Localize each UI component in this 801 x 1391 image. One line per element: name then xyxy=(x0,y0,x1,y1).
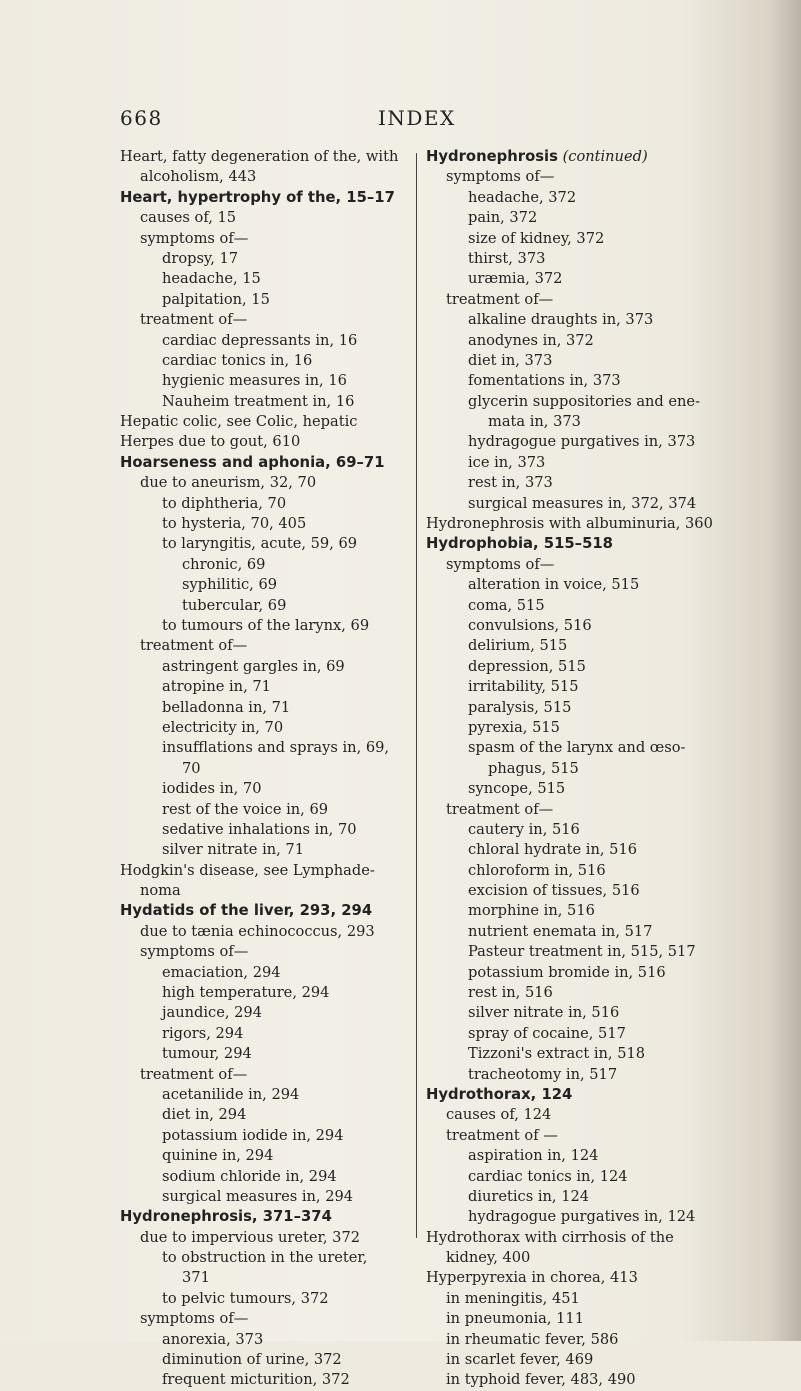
index-entry: Nauheim treatment in, 16 xyxy=(162,392,355,410)
index-entry: tubercular, 69 xyxy=(182,596,287,614)
index-entry: to tumours of the larynx, 69 xyxy=(162,616,370,634)
index-entry: tracheotomy in, 517 xyxy=(468,1065,618,1083)
index-entry: uræmia, 372 xyxy=(468,270,563,288)
index-entry: Herpes due to gout, 610 xyxy=(120,433,301,451)
index-entry: syphilitic, 69 xyxy=(182,576,278,594)
index-entry: glycerin suppositories and ene- xyxy=(468,392,701,410)
page-number: 668 xyxy=(120,106,163,130)
index-entry: chloroform in, 516 xyxy=(468,861,606,879)
page-title: INDEX xyxy=(378,106,456,130)
index-entry: thirst, 373 xyxy=(468,249,546,267)
index-entry: delirium, 515 xyxy=(468,637,568,655)
index-entry: potassium iodide in, 294 xyxy=(162,1126,344,1144)
index-entry: symptoms of— xyxy=(446,168,555,186)
index-entry: 371 xyxy=(182,1269,210,1287)
index-entry: dropsy, 17 xyxy=(162,249,239,267)
index-entry: Hodgkin's disease, see Lymphade- xyxy=(120,861,375,879)
index-entry: treatment of — xyxy=(446,1126,558,1144)
index-heading: Heart, hypertrophy of the, 15–17 xyxy=(120,188,395,206)
index-entry: to diphtheria, 70 xyxy=(162,494,287,512)
index-entry: jaundice, 294 xyxy=(162,1004,262,1022)
index-entry: anodynes in, 372 xyxy=(468,331,594,349)
index-entry: pyrexia, 515 xyxy=(468,718,560,736)
index-entry: diet in, 373 xyxy=(468,351,553,369)
index-column-left xyxy=(120,147,412,1391)
index-entry: surgical measures in, 372, 374 xyxy=(468,494,697,512)
index-entry: electricity in, 70 xyxy=(162,718,284,736)
index-entry: symptoms of— xyxy=(140,1310,249,1328)
index-entry: hydragogue purgatives in, 124 xyxy=(468,1208,696,1226)
index-entry: Heart, fatty degeneration of the, with xyxy=(120,148,399,165)
index-entry: hydragogue purgatives in, 373 xyxy=(468,433,696,451)
index-entry: Tizzoni's extract in, 518 xyxy=(468,1045,646,1063)
index-entry: cautery in, 516 xyxy=(468,820,580,838)
index-entry: rest of the voice in, 69 xyxy=(162,800,329,818)
index-entry: headache, 15 xyxy=(162,270,261,288)
index-entry: hygienic measures in, 16 xyxy=(162,372,347,390)
index-entry: Hepatic colic, see Colic, hepatic xyxy=(120,413,358,431)
index-entry: headache, 372 xyxy=(468,188,577,206)
index-entry: astringent gargles in, 69 xyxy=(162,657,345,675)
index-entry: irritability, 515 xyxy=(468,678,579,696)
index-entry: atropine in, 71 xyxy=(162,678,271,696)
index-entry: anorexia, 373 xyxy=(162,1330,264,1348)
index-entry: cardiac tonics in, 16 xyxy=(162,351,313,369)
index-entry: palpitation, 15 xyxy=(162,290,270,308)
index-entry: due to aneurism, 32, 70 xyxy=(140,474,317,492)
index-entry: paralysis, 515 xyxy=(468,698,572,716)
index-entry: alcoholism, 443 xyxy=(140,168,257,186)
index-entry: diminution of urine, 372 xyxy=(162,1351,342,1369)
index-entry: quinine in, 294 xyxy=(162,1147,274,1165)
index-entry: silver nitrate in, 516 xyxy=(468,1004,620,1022)
index-entry: ice in, 373 xyxy=(468,453,546,471)
page-header xyxy=(0,106,801,136)
index-entry: chronic, 69 xyxy=(182,555,266,573)
index-heading: Hydronephrosis xyxy=(426,148,558,165)
index-entry: acetanilide in, 294 xyxy=(162,1085,300,1103)
index-entry: Hydronephrosis with albuminuria, 360 xyxy=(426,515,713,533)
index-entry: 70 xyxy=(182,759,201,777)
index-entry: to pelvic tumours, 372 xyxy=(162,1289,329,1307)
index-entry: aspiration in, 124 xyxy=(468,1147,599,1165)
index-entry: spasm of the larynx and œso- xyxy=(468,739,686,757)
index-entry: tumour, 294 xyxy=(162,1045,252,1063)
index-entry: symptoms of— xyxy=(446,555,555,573)
index-entry: treatment of— xyxy=(446,800,554,818)
index-entry: rest in, 373 xyxy=(468,474,553,492)
index-heading: Hydronephrosis, 371–374 xyxy=(120,1208,332,1226)
index-entry: size of kidney, 372 xyxy=(468,229,605,247)
index-entry: in typhoid fever, 483, 490 xyxy=(446,1371,636,1389)
index-entry: high temperature, 294 xyxy=(162,984,330,1002)
index-column-right xyxy=(426,147,732,1391)
index-entry: alteration in voice, 515 xyxy=(468,576,640,594)
index-entry: in meningitis, 451 xyxy=(446,1289,580,1307)
index-entry: Pasteur treatment in, 515, 517 xyxy=(468,943,696,961)
index-entry: convulsions, 516 xyxy=(468,616,592,634)
index-entry: causes of, 124 xyxy=(446,1106,552,1124)
index-heading: Hydrothorax, 124 xyxy=(426,1085,573,1103)
index-entry: syncope, 515 xyxy=(468,780,566,798)
index-entry: sodium chloride in, 294 xyxy=(162,1167,337,1185)
index-entry: diet in, 294 xyxy=(162,1106,247,1124)
index-entry: silver nitrate in, 71 xyxy=(162,841,304,859)
index-entry: causes of, 15 xyxy=(140,209,237,227)
index-entry: to obstruction in the ureter, xyxy=(162,1249,368,1267)
continued-note: (continued) xyxy=(562,148,648,165)
index-entry: in rheumatic fever, 586 xyxy=(446,1330,619,1348)
index-heading: Hoarseness and aphonia, 69–71 xyxy=(120,453,385,471)
index-heading-continued xyxy=(426,147,732,167)
index-entry: alkaline draughts in, 373 xyxy=(468,311,654,329)
index-entry: in pneumonia, 111 xyxy=(446,1310,585,1328)
index-entry: spray of cocaine, 517 xyxy=(468,1024,626,1042)
index-entry: diuretics in, 124 xyxy=(468,1187,590,1205)
index-entry: treatment of— xyxy=(140,1065,248,1083)
index-entry: symptoms of— xyxy=(140,943,249,961)
index-entry: to hysteria, 70, 405 xyxy=(162,515,307,533)
index-entry: coma, 515 xyxy=(468,596,545,614)
index-entry: symptoms of— xyxy=(140,229,249,247)
column-divider xyxy=(416,153,417,1238)
index-entry: due to tænia echinococcus, 293 xyxy=(140,922,375,940)
index-entry: insufflations and sprays in, 69, xyxy=(162,739,390,757)
index-entry: frequent micturition, 372 xyxy=(162,1371,350,1389)
index-entry: sedative inhalations in, 70 xyxy=(162,820,357,838)
index-entry: chloral hydrate in, 516 xyxy=(468,841,638,859)
index-entry: in scarlet fever, 469 xyxy=(446,1351,594,1369)
index-entry: treatment of— xyxy=(140,637,248,655)
index-entry: cardiac depressants in, 16 xyxy=(162,331,358,349)
index-entry: excision of tissues, 516 xyxy=(468,882,640,900)
index-entry: pain, 372 xyxy=(468,209,538,227)
index-entry: to laryngitis, acute, 59, 69 xyxy=(162,535,358,553)
index-entry: mata in, 373 xyxy=(488,413,581,431)
index-heading: Hydrophobia, 515–518 xyxy=(426,535,613,553)
index-entry: surgical measures in, 294 xyxy=(162,1187,354,1205)
index-entry: fomentations in, 373 xyxy=(468,372,621,390)
index-entry: belladonna in, 71 xyxy=(162,698,291,716)
index-entry: Hydrothorax with cirrhosis of the xyxy=(426,1228,674,1246)
index-entry: nutrient enemata in, 517 xyxy=(468,922,653,940)
index-heading: Hydatids of the liver, 293, 294 xyxy=(120,902,373,920)
index-entry: treatment of— xyxy=(446,290,554,308)
index-entry: treatment of— xyxy=(140,311,248,329)
index-entry: morphine in, 516 xyxy=(468,902,595,920)
index-entry: kidney, 400 xyxy=(446,1249,531,1267)
index-entry: Hyperpyrexia in chorea, 413 xyxy=(426,1269,638,1287)
index-entry: emaciation, 294 xyxy=(162,963,281,981)
index-entry: cardiac tonics in, 124 xyxy=(468,1167,628,1185)
index-entry: phagus, 515 xyxy=(488,759,579,777)
index-entry: rigors, 294 xyxy=(162,1024,244,1042)
index-entry: potassium bromide in, 516 xyxy=(468,963,666,981)
index-entry: iodides in, 70 xyxy=(162,780,262,798)
index-entry: depression, 515 xyxy=(468,657,586,675)
index-entry: rest in, 516 xyxy=(468,984,553,1002)
index-entry: due to impervious ureter, 372 xyxy=(140,1228,361,1246)
index-entry: noma xyxy=(140,882,181,900)
